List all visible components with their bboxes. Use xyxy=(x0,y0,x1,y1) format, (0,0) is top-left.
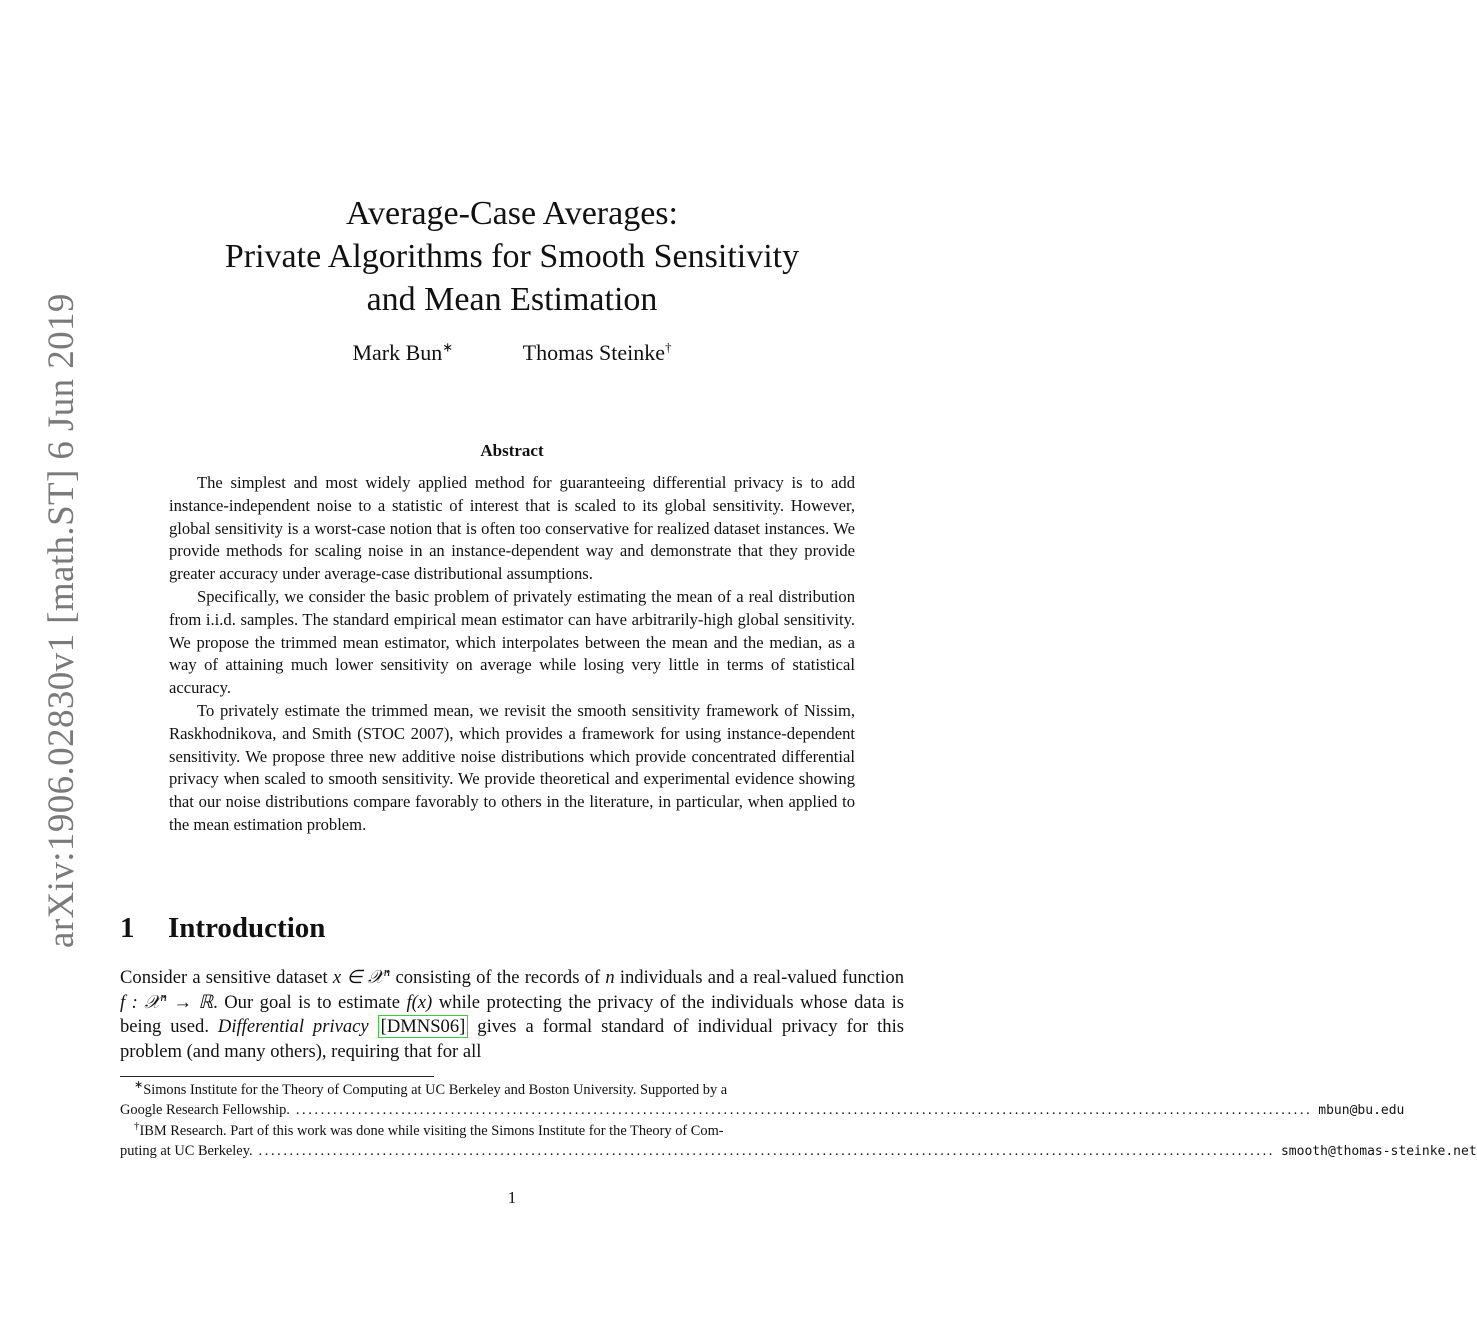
emphasis-differential-privacy: Differential privacy xyxy=(217,1016,369,1037)
author-footnote-mark[interactable]: ∗ xyxy=(442,339,454,355)
footnote-1: ∗Simons Institute for the Theory of Computing at UC Berkeley and Boston University. Supported by a xyxy=(134,1079,728,1098)
math-dataset: x ∈ 𝒳$^n$ xyxy=(332,963,391,988)
section-number: 1 xyxy=(120,912,135,944)
footnote-divider xyxy=(120,1076,434,1077)
author-footnote-mark[interactable]: † xyxy=(665,339,672,355)
arxiv-identifier: arXiv:1906.02830v1 [math.ST] 6 Jun 2019 xyxy=(41,293,82,948)
footnote-2: †IBM Research. Part of this work was done while visiting the Simons Institute for the Theory of Com- xyxy=(134,1120,724,1139)
email-link[interactable]: smooth@thomas-steinke.net xyxy=(1280,1144,1477,1159)
abstract-body xyxy=(169,472,855,837)
page-number: 1 xyxy=(507,1188,517,1207)
leader-dots: .................................................................................................................................................................... xyxy=(258,1143,1275,1159)
math-fx: f(x) xyxy=(406,991,433,1013)
paper-title xyxy=(120,192,904,321)
title-line-1: Average-Case Averages: xyxy=(346,195,678,232)
citation-link[interactable]: [DMNS06] xyxy=(378,1015,469,1038)
footnote-1-contact: Google Research Fellowship. .................................................................................................................................................................... mbun@bu.edu xyxy=(120,1100,904,1121)
intro-paragraph: Consider a sensitive dataset x ∈ 𝒳$^n$ consisting of the records of n individuals and a real-valued function f : 𝒳$^n$ → ℝ. Our goal is to estimate f(x) while protecting the privacy of the individuals whose data is being used. Differential privacy [DMNS06] gives a formal standard of individual privacy for this problem (and many others), requiring that for all xyxy=(120,963,904,1062)
math-function: f : 𝒳$^n$ → ℝ xyxy=(120,988,214,1013)
author-mark-bun: Mark Bun∗ xyxy=(352,339,454,365)
title-line-3: and Mean Estimation xyxy=(366,281,658,318)
math-n: n xyxy=(605,967,615,988)
author-thomas-steinke: Thomas Steinke† xyxy=(522,339,672,365)
abstract-paragraph: To privately estimate the trimmed mean, we revisit the smooth sensitivity framework of Nissim, Raskhodnikova, and Smith (STOC 2007), which provides a framework for using instance-dependent sensitivity. We propose three new additive noise distributions which provide concentrated differential privacy when scaled to smooth sensitivity. We provide theoretical and experimental evidence showing that our noise distributions compare favorably to others in the literature, in particular, when applied to the mean estimation problem. xyxy=(169,700,855,834)
leader-dots: .................................................................................................................................................................... xyxy=(295,1102,1313,1118)
author-list xyxy=(120,340,904,366)
section-heading xyxy=(120,912,325,945)
footnotes xyxy=(120,1079,1477,1162)
title-line-2: Private Algorithms for Smooth Sensitivity xyxy=(224,238,800,275)
abstract-heading: Abstract xyxy=(480,441,544,460)
abstract-paragraph: The simplest and most widely applied method for guaranteeing differential privacy is to add instance-independent noise to a statistic of interest that is scaled to its global sensitivity. However, global sensitivity is a worst-case notion that is often too conservative for realized dataset instances. We provide methods for scaling noise in an instance-dependent way and demonstrate that they provide greater accuracy under average-case distributional assumptions. xyxy=(169,473,855,584)
email-link[interactable]: mbun@bu.edu xyxy=(1318,1103,1405,1118)
footnote-2-contact: puting at UC Berkeley. .................................................................................................................................................................... smooth@thomas-steinke.net xyxy=(120,1141,904,1162)
abstract-paragraph: Specifically, we consider the basic problem of privately estimating the mean of a real distribution from i.i.d. samples. The standard empirical mean estimator can have arbitrarily-high global sensitivity. We propose the trimmed mean estimator, which interpolates between the mean and the median, as a way of attaining much lower sensitivity on average while losing very little in terms of statistical accuracy. xyxy=(169,586,855,698)
section-title: Introduction xyxy=(168,912,326,944)
